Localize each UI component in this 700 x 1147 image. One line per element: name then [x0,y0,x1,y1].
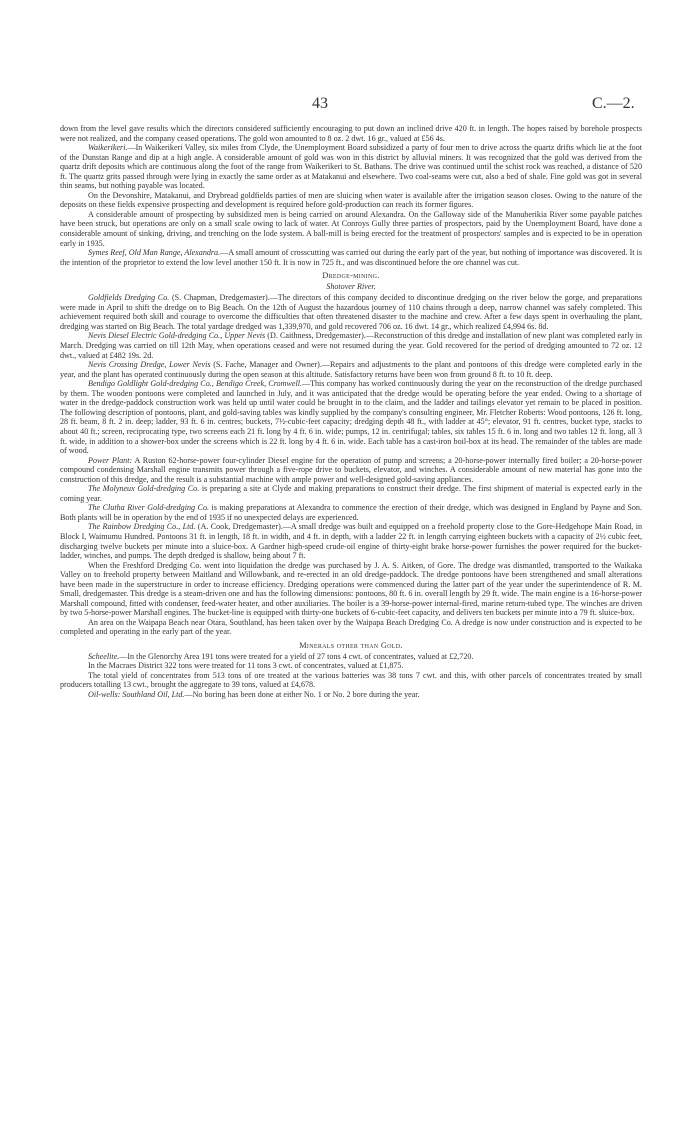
body-paragraph [60,379,642,455]
paragraph-text: —A small amount of crosscutting was carried out during the early part of the year, but nothing of importance was discovered. It is the intention of the proprietor to extend the low level another 150 ft. It is now in 725 ft., and was discontinued before the ore channel was cut. [60,248,642,267]
paragraph-text: (S. Fache, Manager and Owner).—Repairs and adjustments to the plant and pontoons of this dredge were completed early in the year, and the plant has operated continuously during the open season at this altitude. Satisfactory returns have been won from ground 8 ft. to 10 ft. deep. [60,360,642,379]
body-paragraph [60,456,642,485]
paragraph-text: In the Macraes District 322 tons were treated for 11 tons 3 cwt. of concentrates, valued at £1,875. [88,661,404,671]
paragraph-text: —In Waikerikeri Valley, six miles from Clyde, the Unemployment Board subsidized a party of four men to drive across the quartz drifts which lie at the foot of the Dunstan Range and dip at a high angle. A considerable amount of gold was won in this district by alluvial miners. It was recognized that the gold was derived from the quartz drift deposits which are continuous along the foot of the range from Waikerikeri to St. Bathans. The drive was continued until the schist rock was reached, a distance of 520 ft. The quartz grits passed through were lying in exactly the same order as at Matakanui and elsewhere. Two coal-seams were cut, also a bed of shale. Fine gold was got in several thin seams, but nothing payable was located. [60,143,642,191]
paragraph-text: —This company has worked continuously during the year on the reconstruction of the dredge purchased by them. The wooden pontoons were completed and launched in July, and it was anticipated that the dredge would be operating before the year ended. Owing to a shortage of water in the dredge-paddock construction work was held up until water could be brought in to the claim, and the ladder and tailings elevator yet remain to be placed in position. The following description of pontoons, plant, and gold-saving tables was kindly supplied by the company's consulting engineer, Mr. Fletcher Roberts: Wood pontoons, 126 ft. long, 28 ft. beam, 8 ft. 2 in. deep; ladder, 93 ft. 6 in. centres; buckets, 7½-cubic-feet capacity; dredging depth 48 ft., with ladder at 45°; elevator, 91 ft. centres, bucket type, stacks to about 40 ft.; screen, reciprocating type, two screens each 21 ft. long by 4 ft. 6 in. wide; pumps, 12 in. centrifugal; tables, six tables 15 ft. 6 in. long and two tables 12 ft. long, all 3 ft. wide, in addition to a shower-box under the screens which is 22 ft. long by 4 ft. 6 in. wide. Each table has a cast-iron boil-box at its head. The remainder of the tables are made of wood. [60,379,642,456]
paragraph-text: is making preparations at Alexandra to commence the erection of their dredge, which was designed in England by Payne and Son. Both plants will be in operation by the end of 1935 if no unexpected delays are experienced. [60,503,643,522]
section-heading: Dredge-mining. [322,271,380,281]
section-subheading: Shotover River. [326,281,376,291]
body-paragraph [60,503,642,522]
document-reference: C.—2. [592,95,635,112]
paragraph-lead: Power Plant: [88,455,133,465]
body-paragraph [60,143,642,191]
section-heading: Minerals other than Gold. [299,640,403,650]
paragraph-text: A considerable amount of prospecting by subsidized men is being carried on around Alexandra. On the Galloway side of the Manuherikia River some payable patches have been struck, but operations are only on a small scale owing to lack of water. At Conroys Gully three parties of prospectors, paid by the Unemployment Board, have done a considerable amount of sinking, driving, and trenching on the lode system. A ball-mill is being erected for the treatment of prospectors' samples and is expected to be in operation early in 1935. [60,209,642,248]
body-text [60,124,642,699]
paragraph-text: On the Devonshire, Matakanui, and Drybread goldfields parties of men are sluicing when water is available after the irrigation season closes. Owing to the nature of the deposits on these fields expensive prospecting and development is required before gold-production can reach its former figures. [60,190,642,210]
body-paragraph [60,618,642,637]
paragraph-text: down from the level gave results which the directors considered sufficiently encouraging to put down an inclined drive 420 ft. in length. The hopes raised by borehole prospects were not realized, and the company ceased operations. The gold won amounted to 8 oz. 2 dwt. 16 gr., valued at £56 4s. [60,124,642,143]
paragraph-text: When the Freshford Dredging Co. went into liquidation the dredge was purchased by J. A. S. Aitken, of Gore. The dredge was dismantled, transported to the Waikaka Valley on to freehold property between Maitland and Willowbank, and re-erected in an old dredge-paddock. The dredge pontoons have been strengthened and small alterations have been made in the superstructure in order to increase efficiency. Dredging operations were commenced during the latter part of the year under the superintendence of R. M. Small, dredgemaster. This dredge is a steam-driven one and has the following dimensions: pontoons, 80 ft. 6 in. overall length by 29 ft. wide. The main engine is a 16-horse-power Marshall compound, fitted with condenser, feed-water heater, and other auxiliaries. The boiler is a 39-horse-power internal-fired, marine return-tubed type. The winches are driven by two 5-horse-power Marshall engines. The bucket-line is equipped with thirty-one buckets of 6-cubic-feet capacity, and delivers ten buckets per minute into a 79 ft. sluice-box. [60,560,642,618]
body-paragraph [60,652,642,662]
paragraph-lead: The Rainbow Dredging Co., Ltd. [88,522,196,532]
paragraph-lead: Symes Reef, Old Man Range, Alexandra. [88,248,221,258]
paragraph-text: —No boring has been done at either No. 1 or No. 2 bore during the year. [184,689,420,699]
paragraph-text: —In the Glenorchy Area 191 tons were treated for a yield of 27 tons 4 cwt. of concentrates, valued at £2,720. [119,651,474,661]
paragraph-lead: Scheelite. [88,651,120,661]
body-paragraph [60,124,642,143]
paragraph-text: (D. Caithness, Dredgemaster).—Reconstruction of this dredge and installation of new plant was completed early in March. Dredging was carried on till 12th May, when operations ceased and were not resumed during the year. Gold recovered for the period of dredging amounted to 72 oz. 12 dwt., valued at £482 19s. 2d. [60,331,642,360]
body-paragraph [60,561,642,618]
body-paragraph [60,360,642,379]
paragraph-text: (S. Chapman, Dredgemaster).—The directors of this company decided to discontinue dredging on the river below the gorge, and preparations were made in April to shift the dredge on to Big Beach. On the 12th of August the hazardous journey of 110 chains through a deep, narrow channel was safely completed. This achievement required both skill and courage to overcome the difficulties that often threatened disaster to the machine and crew. After a few days spent in overhauling the plant, dredging was started on Big Beach. The total yardage dredged was 1,339,970, and gold recovered 706 oz. 16 dwt. 14 gr., which realized £4,994 6s. 8d. [60,293,642,331]
body-paragraph [60,671,642,690]
paragraph-lead: Nevis Diesel Electric Gold-dredging Co., Upper Nevis [88,331,266,341]
paragraph-lead: Goldfields Dredging Co. [88,293,170,303]
paragraph-lead: Nevis Crossing Dredge, Lower Nevis [88,360,211,370]
paragraph-text: The total yield of concentrates from 513 tons of ore treated at the various batteries was 38 tons 7 cwt. and this, with other parcels of concentrates treated by small producers totalling 13 cwt., brought the aggregate to 39 tons, valued at £4,678. [60,670,642,690]
body-paragraph [60,484,642,503]
body-paragraph [60,210,642,248]
page-header [0,95,700,117]
paragraph-text: (A. Cook, Dredgemaster).—A small dredge was built and equipped on a freehold property close to the Gore-Hedgehope Main Road, in Block I, Waimumu Hundred. Pontoons 31 ft. in length, 18 ft. in width, and 4 ft. in depth, with a ladder 22 ft. in length carrying eighteen buckets with a capacity of 2½ cubic feet, discharging twelve buckets per minute into a sluice-box. A Gardner high-speed crude-oil engine of thirty-eight brake horse-power furnishes the power required for the bucket-ladder, winches, and pumps. The depth dredged is shallow, being about 7 ft. [60,522,642,561]
body-paragraph [60,293,642,331]
paragraph-lead: Oil-wells: Southland Oil, Ltd. [88,689,185,699]
body-paragraph [60,191,642,210]
paragraph-text: A Ruston 62-horse-power four-cylinder Diesel engine for the operation of pump and screens; a 20-horse-power internally fired boiler; a 20-horse-power compound condensing Marshall engine transmits power through a five-rope drive to buckets, elevator, and winches. A considerable amount of new material has gone into the construction of this dredge, and the result is a substantial machine with ample power and well-designed gold-saving appliances. [60,455,642,484]
paragraph-lead: The Molyneux Gold-dredging Co. [88,484,200,494]
body-paragraph [60,690,642,700]
paragraph-lead: The Clutha River Gold-dredging Co. [88,503,210,513]
paragraph-lead: Bendigo Goldlight Gold-dredging Co., Bendigo Creek, Cromwell. [88,379,302,389]
page-number: 43 [312,95,328,112]
body-paragraph [60,331,642,360]
body-paragraph [60,661,642,671]
body-paragraph [60,522,642,560]
paragraph-text: An area on the Waipapa Beach near Otara, Southland, has been taken over by the Waipapa Beach Dredging Co. A dredge is now under construction and is expected to be completed and operating in the early part of the year. [60,617,642,637]
paragraph-lead: Waikerikeri. [88,143,128,153]
body-paragraph [60,248,642,267]
paragraph-text: is preparing a site at Clyde and making preparations to construct their dredge. The first shipment of material is expected early in the coming year. [60,484,642,503]
